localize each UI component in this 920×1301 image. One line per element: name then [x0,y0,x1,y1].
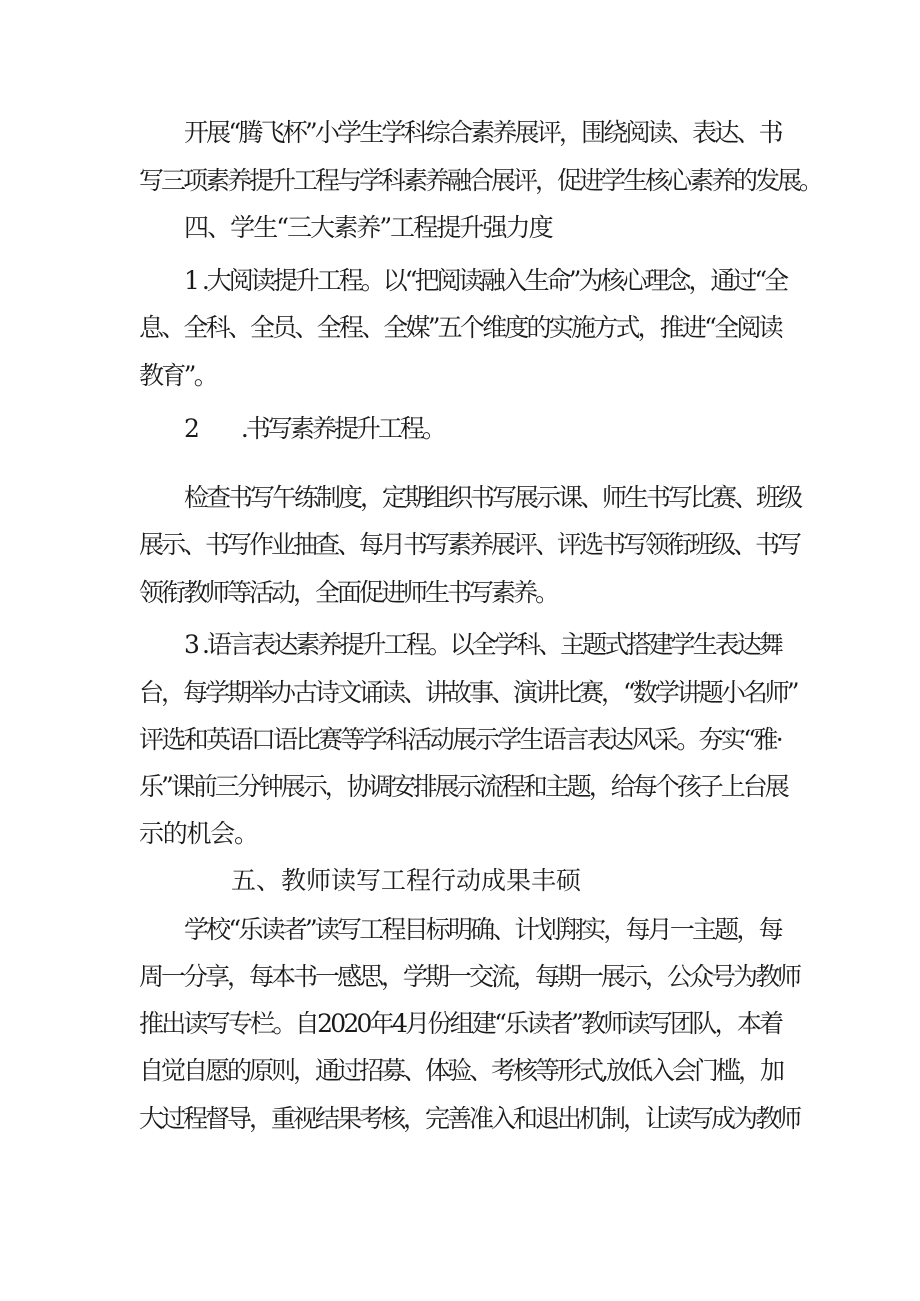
paragraph-line: 推出读写专栏。自2020年4月份组建“乐读者”教师读写团队，本着 [139,1009,782,1038]
section-heading: 五、教师读写工程行动成果丰硕 [231,866,582,895]
paragraph-line: 1 .大阅读提升工程。以“把阅读融入生命”为核心理念，通过“全 [184,266,787,295]
paragraph-line: 息、全科、全员、全程、全媒”五个维度的实施方式，推进“全阅读 [139,313,781,342]
paragraph-line: 示的机会。 [139,819,258,848]
paragraph-line: 乐”课前三分钟展示，协调安排展示流程和主题，给每个孩子上台展 [139,772,787,801]
paragraph-line: 周一分享，每本书一感思，学期一交流，每期一展示，公众号为教师 [139,962,800,991]
paragraph-line: 领衔教师等活动，全面促进师生书写素养。 [139,578,558,607]
paragraph-line: 写三项素养提升工程与学科素养融合展评，促进学生核心素养的发展。 [139,166,822,195]
paragraph-line: 开展“腾飞杯”小学生学科综合素养展评，围绕阅读、表达、书 [184,118,781,147]
paragraph-line: 检查书写午练制度，定期组织书写展示课、师生书写比赛、班级 [184,483,801,512]
paragraph-line: 教育”。 [139,361,217,390]
paragraph-line: 自觉自愿的原则，通过招募、体验、考核等形式,放低入会门槛，加 [139,1056,782,1085]
paragraph-line: 3 .语言表达素养提升工程。以全学科、主题式搭建学生表达舞 [184,630,781,659]
subsection-heading: 2 .书写素养提升工程。 [184,414,444,443]
paragraph-line: 评选和英语口语比赛等学科活动展示学生语言表达风采。夯实“雅· [139,725,782,754]
section-heading: 四、学生“三大素养”工程提升强力度 [184,213,552,242]
paragraph-line: 学校“乐读者”读写工程目标明确、计划翔实，每月一主题，每 [184,915,781,944]
paragraph-line: 大过程督导，重视结果考核，完善准入和退出机制，让读写成为教师 [139,1104,800,1133]
paragraph-line: 展示、书写作业抽查、每月书写素养展评、评选书写领衔班级、书写 [139,530,800,559]
paragraph-line: 台，每学期举办古诗文诵读、讲故事、演讲比赛，“数学讲题小名师” [139,678,797,707]
